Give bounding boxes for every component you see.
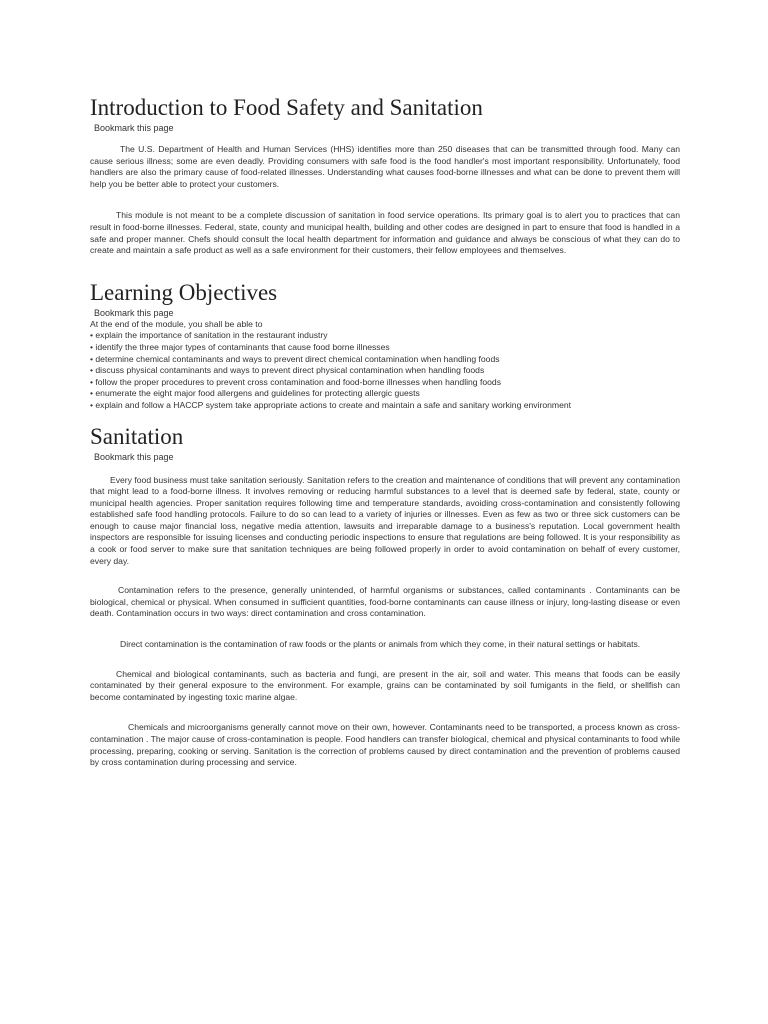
objective-item: • explain the importance of sanitation in the restaurant industry (90, 330, 680, 342)
sanitation-paragraph-5: Chemicals and microorganisms generally cannot move on their own, however. Contaminants need to be transported, a process known as cross-contamination . The major cause of cross-contamination is people. Food handlers can transfer biological, chemical and physical contaminants to food while processing, preparing, cooking or serving. Sanitation is the correction of problems caused by direct contamination and the prevention of problems caused by cross contamination during processing and service. (90, 722, 680, 768)
objective-item: • follow the proper procedures to prevent cross contamination and food-borne illnesses when handling foods (90, 377, 680, 389)
section-title-introduction: Introduction to Food Safety and Sanitation (90, 95, 483, 120)
section-title-sanitation: Sanitation (90, 423, 184, 449)
objective-item: • explain and follow a HACCP system take appropriate actions to create and maintain a safe and sanitary working environment (90, 400, 680, 412)
objectives-list (90, 330, 680, 411)
bookmark-link[interactable]: Bookmark this page (94, 307, 174, 318)
bookmark-link[interactable]: Bookmark this page (94, 451, 174, 462)
objectives-intro: At the end of the module, you shall be able to (90, 318, 263, 329)
sanitation-paragraph-2: Contamination refers to the presence, generally unintended, of harmful organisms or substances, called contaminants . Contaminants can be biological, chemical or physical. When consumed in sufficient quantities, food-borne contaminants can cause illness or injury, long-lasting disease or even death. Contamination occurs in two ways: direct contamination and cross contamination. (90, 585, 680, 619)
sanitation-paragraph-3: Direct contamination is the contamination of raw foods or the plants or animals from which they come, in their natural settings or habitats. (120, 639, 641, 650)
intro-paragraph-2: This module is not meant to be a complete discussion of sanitation in food service operations. Its primary goal is to alert you to practices that can result in food-borne illnesses. Federal, state, county and municipal health, building and other codes are designed in part to ensure that food is handled in a safe and proper manner. Chefs should consult the local health department for information and guidance and always be conscious of what they can do to create and maintain a safe product as well as a safe environment for their customers, their fellow employees and themselves. (90, 210, 680, 256)
document-content (90, 94, 680, 769)
intro-paragraph-1: The U.S. Department of Health and Human Services (HHS) identifies more than 250 diseases that can be transmitted through food. Many can cause serious illness; some are even deadly. Providing consumers with safe food is the food handler's most important responsibility. Unfortunately, food handlers are also the primary cause of food-related illnesses. Understanding what causes food-borne illnesses and what can be done to prevent them will help you be better able to protect your customers. (90, 144, 680, 189)
bookmark-link[interactable]: Bookmark this page (94, 123, 174, 133)
sanitation-paragraph-4: Chemical and biological contaminants, such as bacteria and fungi, are present in the air, soil and water. This means that foods can be easily contaminated by their general exposure to the environment. For example, grains can be contaminated by soil fumigants in the field, or shellfish can become contaminated by ingesting toxic marine algae. (90, 668, 680, 702)
objective-item: • enumerate the eight major food allergens and guidelines for protecting allergic guests (90, 388, 680, 400)
sanitation-paragraph-1: Every food business must take sanitation seriously. Sanitation refers to the creation and maintenance of conditions that will prevent any contamination that might lead to a food-borne illness. It involves removing or reducing harmful substances to a level that is deemed safe by federal, state, county or municipal health agencies. Proper sanitation requires following time and temperature standards, avoiding cross-contamination and consistently following established safe food handling protocols. Failure to do so can lead to a variety of injuries or illnesses. Even as few as two or three sick customers can be enough to cause major financial loss, negative media attention, lawsuits and irreparable damage to a business's reputation. Local government health inspectors are responsible for issuing licenses and conducting periodic inspections to ensure that regulations are being followed. It is your responsibility as a cook or food server to make sure that sanitation techniques are being followed properly in order to avoid contamination on behalf of every customer, every day. (90, 474, 680, 566)
section-title-learning-objectives: Learning Objectives (90, 279, 278, 305)
objective-item: • determine chemical contaminants and ways to prevent direct chemical contamination when handling foods (90, 354, 680, 366)
objective-item: • identify the three major types of contaminants that cause food borne illnesses (90, 342, 680, 354)
objective-item: • discuss physical contaminants and ways to prevent direct physical contamination when handling foods (90, 365, 680, 377)
